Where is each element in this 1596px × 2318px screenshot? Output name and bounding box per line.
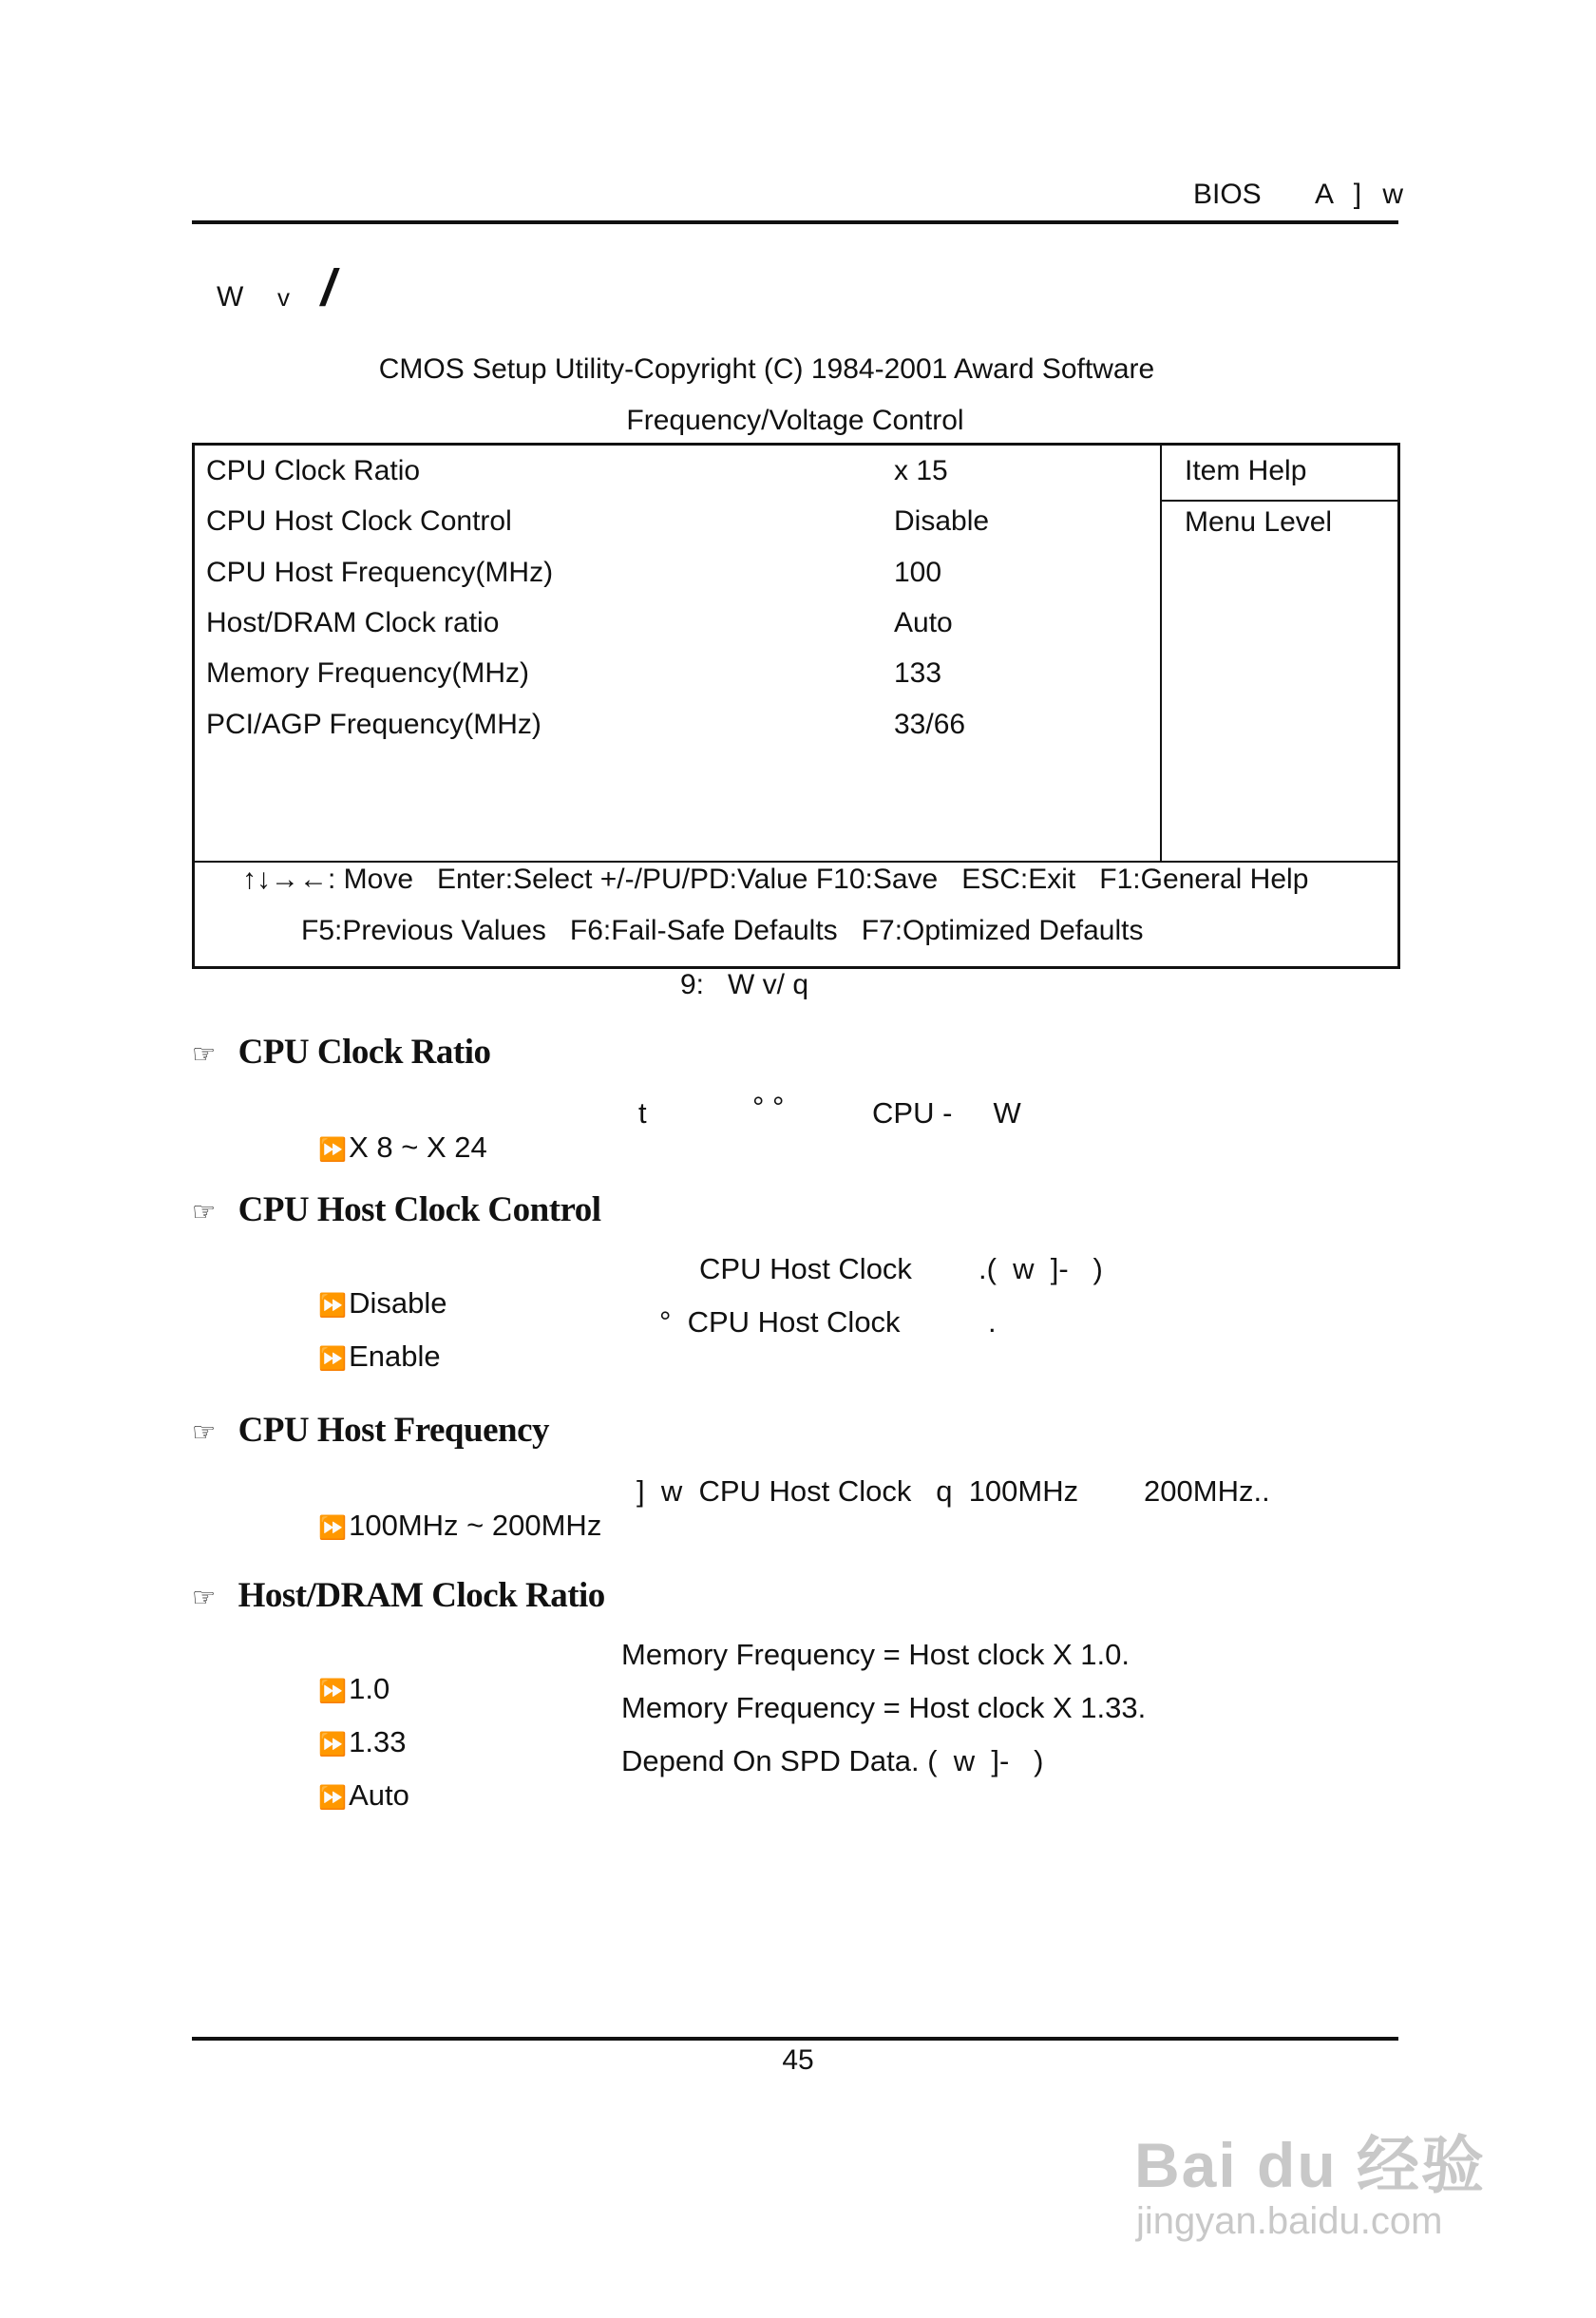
option-name: X 8 ~ X 24 <box>349 1130 487 1164</box>
option-name: Disable <box>349 1286 447 1320</box>
option-name: Enable <box>349 1340 441 1373</box>
option-100-200mhz-desc: ] w CPU Host Clock q 100MHz 200MHz.. <box>636 1474 1270 1508</box>
option-x8-x24-desc-b: ° ° <box>752 1091 785 1124</box>
pointing-hand-icon: ☞ <box>192 1196 216 1227</box>
row-value-cpu-clock-ratio[interactable]: x 15 <box>894 455 948 486</box>
figure-caption: 9: W v/ q <box>680 969 809 1000</box>
section-title: CPU Clock Ratio <box>238 1033 491 1072</box>
option-ratio-auto-desc: Depend On SPD Data. ( w ]- ) <box>621 1744 1044 1777</box>
row-label-pci-agp-frequency[interactable]: PCI/AGP Frequency(MHz) <box>206 709 542 740</box>
section-title: CPU Host Frequency <box>238 1411 550 1450</box>
pointing-hand-icon: ☞ <box>192 1038 216 1070</box>
pointing-hand-icon: ☞ <box>192 1582 216 1613</box>
section-title: Host/DRAM Clock Ratio <box>238 1576 605 1615</box>
option-name: 100MHz ~ 200MHz <box>349 1509 602 1542</box>
section-cpu-host-frequency-heading <box>192 1410 549 1451</box>
double-arrow-icon: ⏩ <box>318 1136 348 1163</box>
row-value-pci-agp-frequency[interactable]: 33/66 <box>894 709 966 740</box>
row-value-cpu-host-frequency[interactable]: 100 <box>894 557 942 588</box>
option-100-200mhz <box>302 1474 601 1543</box>
section-heading-mark: / <box>321 259 336 316</box>
row-label-host-dram-clock-ratio[interactable]: Host/DRAM Clock ratio <box>206 607 500 638</box>
item-help-body: Menu Level <box>1185 506 1333 538</box>
option-ratio-auto <box>302 1744 409 1813</box>
row-value-host-dram-clock-ratio[interactable]: Auto <box>894 607 953 638</box>
option-name: Auto <box>349 1778 409 1812</box>
header-section: BIOS <box>1193 179 1262 210</box>
row-value-cpu-host-clock-control[interactable]: Disable <box>894 505 990 537</box>
row-label-cpu-clock-ratio[interactable]: CPU Clock Ratio <box>206 455 421 486</box>
footer-rule <box>192 2037 1398 2041</box>
double-arrow-icon: ⏩ <box>318 1292 348 1319</box>
double-arrow-icon: ⏩ <box>318 1345 348 1372</box>
option-ratio-1-0-desc: Memory Frequency = Host clock X 1.0. <box>621 1638 1130 1671</box>
baidu-watermark-url: jingyan.baidu.com <box>1136 2200 1443 2242</box>
double-arrow-icon: ⏩ <box>318 1514 348 1541</box>
section-heading-mid: v <box>277 283 290 312</box>
baidu-watermark-logo: Bai du 经验 <box>1134 2130 1487 2200</box>
header-title: A ] w <box>1315 179 1404 210</box>
double-arrow-icon: ⏩ <box>318 1678 348 1704</box>
item-help-panel <box>1160 446 1399 861</box>
option-name: 1.0 <box>349 1672 390 1705</box>
option-enable-desc-a: ° CPU Host Clock <box>659 1305 901 1339</box>
bios-caption-title: Frequency/Voltage Control <box>626 405 964 436</box>
row-value-memory-frequency[interactable]: 133 <box>894 657 942 689</box>
section-cpu-clock-ratio-heading <box>192 1032 490 1073</box>
double-arrow-icon: ⏩ <box>318 1784 348 1811</box>
header-rule <box>192 220 1398 224</box>
option-x8-x24-desc-c: CPU - W <box>872 1096 1021 1130</box>
row-label-memory-frequency[interactable]: Memory Frequency(MHz) <box>206 657 530 689</box>
page-number: 45 <box>782 2044 814 2076</box>
double-arrow-icon: ⏩ <box>318 1731 348 1758</box>
section-host-dram-clock-ratio-heading <box>192 1575 605 1616</box>
option-disable-desc-b: .( w ]- ) <box>978 1252 1103 1285</box>
bios-footer-keys-line2: F5:Previous Values F6:Fail-Safe Defaults F7:Optimized Defaults <box>301 915 1144 946</box>
option-x8-x24-desc-a: t <box>638 1096 647 1130</box>
bios-footer-divider <box>195 861 1397 863</box>
option-x8-x24 <box>302 1096 487 1165</box>
section-cpu-host-clock-control-heading <box>192 1189 601 1230</box>
pointing-hand-icon: ☞ <box>192 1416 216 1448</box>
section-heading-prefix: W <box>217 281 244 313</box>
item-help-title: Item Help <box>1185 455 1307 486</box>
bios-caption-copyright: CMOS Setup Utility-Copyright (C) 1984-2001 Award Software <box>378 353 1155 385</box>
section-title: CPU Host Clock Control <box>238 1190 601 1229</box>
row-label-cpu-host-clock-control[interactable]: CPU Host Clock Control <box>206 505 512 537</box>
bios-screen <box>192 443 1400 969</box>
option-enable <box>302 1305 441 1374</box>
option-name: 1.33 <box>349 1725 407 1758</box>
option-enable-desc-b: . <box>988 1305 997 1339</box>
row-label-cpu-host-frequency[interactable]: CPU Host Frequency(MHz) <box>206 557 554 588</box>
option-ratio-1-33-desc: Memory Frequency = Host clock X 1.33. <box>621 1691 1147 1724</box>
item-help-title-row <box>1162 446 1399 502</box>
bios-footer-keys-line1: ↑↓→←: Move Enter:Select +/-/PU/PD:Value F10:Save ESC:Exit F1:General Help <box>242 864 1309 895</box>
option-disable-desc-a: CPU Host Clock <box>699 1252 912 1285</box>
